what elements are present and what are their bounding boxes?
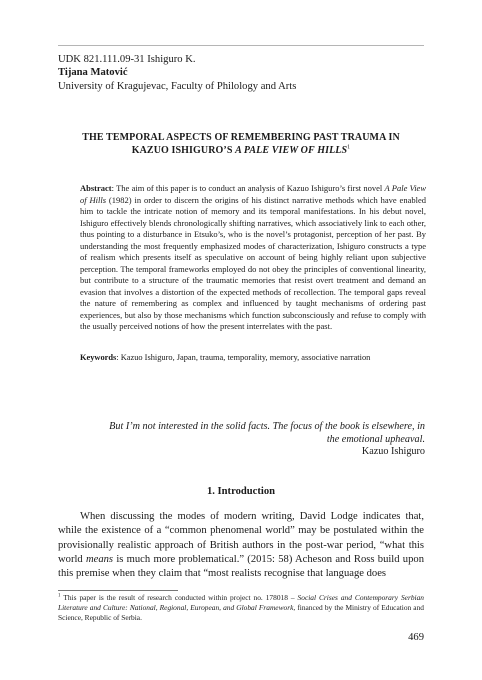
body-paragraph [58,510,424,581]
article-header [58,53,424,93]
abstract-paragraph [80,183,426,333]
epigraph-line-2: the emotional upheaval. [326,433,425,445]
body-text-b: is much more problematical.” (2015: 58) Acheson and Ross build upon this premise when they claim that “most realists recognise that language does [58,553,424,580]
section-heading: 1. Introduction [206,486,276,497]
title-footnote-marker[interactable]: 1 [347,144,351,151]
footnote-rule [58,590,178,591]
footnote-marker: 1 [58,593,61,599]
article-title [58,131,424,157]
footnote [58,593,424,623]
abstract-sep: : [111,183,117,193]
epigraph-quote [82,421,425,446]
body-text-a: When discussing the modes of modern writing, David Lodge indicates that, while the existence of a “common phenomenal world” may be postulated within the provisionally realistic approach of British authors in the post-war period, “what this world [58,511,424,565]
footnote-text-a: This paper is the result of research conducted within project no. 178018 – [60,593,298,602]
abstract-label: Abstract [80,183,112,193]
keywords-line [80,352,426,363]
abstract-text-b: (1982) in order to discern the origins of his distinct narrative methods which have enabled him to tackle the intricate notion of memory and its temporal manifestations. In his debut novel, Ishiguro effectively blends chronologically shifting narratives, which associatively link to each other, thus pointing to a disturbance in Etsuko’s, who is the novel’s protagonist, perception of her past. By understanding the most frequently emphasized modes of characterization, Ishiguro constructs a type of realism which presents itself as speculative on account of being highly reliant upon subjective perception. The temporal frameworks employed do not obey the principles of conventional linearity, but contribute to a structure of the traumatic memories that resist overt treatment and demand an evasion that involves a distortion of the expected methods of recollection. The temporal gaps reveal the nature of remembering as complex and influenced by taught mechanisms of ordering past experiences, but also by those mechanisms which function subconsciously and refuse to comply with the usually perceived notions of how the present interrelates with the past. [80,194,426,331]
title-novel-name: A PALE VIEW OF HILLS [235,145,348,156]
page-number: 469 [408,632,424,643]
title-line-1: THE TEMPORAL ASPECTS OF REMEMBERING PAST TRAUMA IN [82,132,400,143]
keywords-label: Keywords [80,353,117,362]
body-emphasis: means [85,553,114,565]
abstract-text-a: The aim of this paper is to conduct an analysis of Kazuo Ishiguro’s first novel [116,183,385,193]
author-name: Tijana Matović [58,67,128,79]
title-line-2-prefix: KAZUO ISHIGURO’S [131,145,236,156]
title-line-2 [58,144,424,157]
author-affiliation: University of Kragujevac, Faculty of Philology and Arts [58,80,297,92]
keywords-text: : Kazuo Ishiguro, Japan, trauma, temporality, memory, associative narration [116,353,371,362]
header-rule [58,45,424,46]
abstract-novel-title: A Pale View of Hills [80,183,426,205]
epigraph-line-1: But I’m not interested in the solid facts. The focus of the book is elsewhere, in [109,421,425,432]
footnote-project-title: Social Crises and Contemporary Serbian Literature and Culture: National, Regional, European, and Global Framework [58,593,424,612]
footnote-text-b: , financed by the Ministry of Education and Science, Republic of Serbia. [58,603,424,622]
udk-code: UDK 821.111.09-31 Ishiguro K. [58,54,196,65]
epigraph-author: Kazuo Ishiguro [361,446,425,457]
